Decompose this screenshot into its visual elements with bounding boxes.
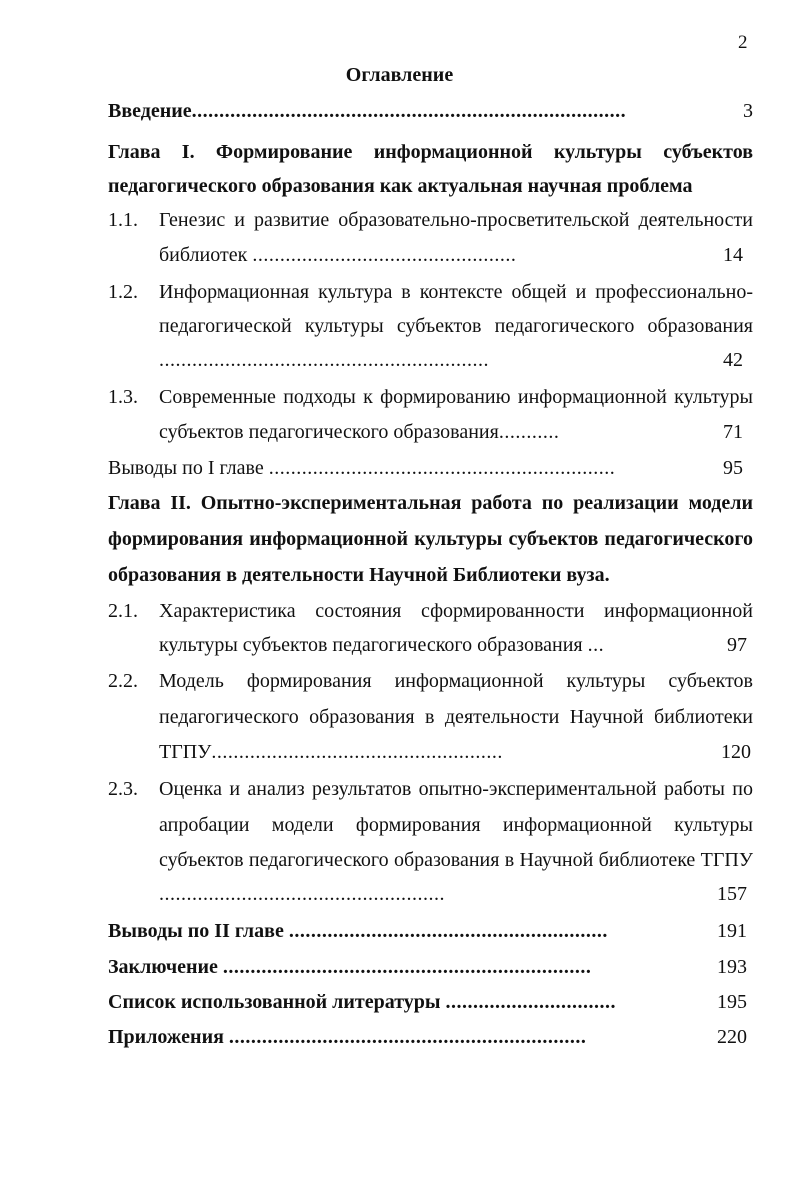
- section-number: 2.2.: [108, 670, 138, 692]
- toc-dots: ...................................................................: [222, 956, 592, 978]
- toc-dots: ..........................................................: [288, 920, 608, 942]
- toc-label: Введение: [108, 100, 192, 122]
- toc-page-ch2-conclusions: 191: [717, 920, 747, 942]
- section-number: 1.1.: [108, 209, 138, 231]
- toc-page-1-1: 14: [723, 244, 743, 266]
- toc-page-appendices: 220: [717, 1026, 747, 1048]
- toc-entry-ch1-conclusions[interactable]: Выводы по I главе ...............................................................: [108, 457, 616, 479]
- section-1-3-title-line-1[interactable]: Современные подходы к формированию информационной культуры: [159, 386, 753, 408]
- toc-dots: ...........: [498, 421, 560, 443]
- section-number: 2.3.: [108, 778, 138, 800]
- toc-dots: ................................................: [252, 244, 517, 266]
- toc-entry-conclusion[interactable]: Заключение ...................................................................: [108, 956, 592, 978]
- toc-page-1-2: 42: [723, 349, 743, 371]
- toc-entry-appendices[interactable]: Приложения .................................................................: [108, 1026, 587, 1048]
- toc-page-intro: 3: [743, 100, 753, 122]
- section-2-2-title-line-2[interactable]: педагогического образования в деятельности Научной библиотеки: [159, 706, 753, 728]
- chapter-1-heading-line-1[interactable]: Глава I. Формирование информационной культуры субъектов: [108, 141, 753, 163]
- section-1-1-title-line-1[interactable]: Генезис и развитие образовательно-просветительской деятельности: [159, 209, 753, 231]
- section-1-1-title-line-2[interactable]: библиотек ................................................: [159, 244, 517, 266]
- toc-dots: ...: [587, 634, 605, 656]
- section-number: 2.1.: [108, 600, 138, 622]
- toc-page-2-2: 120: [721, 741, 751, 763]
- toc-dots: ...............................: [445, 991, 616, 1013]
- toc-entry-references[interactable]: Список использованной литературы ...............................: [108, 991, 616, 1013]
- toc-page-2-1: 97: [727, 634, 747, 656]
- toc-entry-ch2-conclusions[interactable]: Выводы по II главе ..........................................................: [108, 920, 608, 942]
- toc-title: Оглавление: [345, 64, 454, 86]
- toc-page-references: 195: [717, 991, 747, 1013]
- section-2-3-title-line-3[interactable]: субъектов педагогического образования в Научной библиотеке ТГПУ: [159, 849, 753, 871]
- chapter-1-heading-line-2[interactable]: педагогического образования как актуальная научная проблема: [108, 175, 693, 197]
- toc-page-2-3: 157: [717, 883, 747, 905]
- toc-entry-intro[interactable]: [108, 99, 626, 123]
- section-number: 1.3.: [108, 386, 138, 408]
- section-2-2-title-line-3[interactable]: ТГПУ.....................................................: [159, 741, 503, 763]
- toc-dots: .....................................................: [211, 741, 503, 763]
- toc-dots: .................................................................: [228, 1026, 587, 1048]
- section-2-1-title-line-1[interactable]: Характеристика состояния сформированности информационной: [159, 600, 753, 622]
- toc-dots: ...............................................................: [268, 457, 616, 479]
- section-2-3-title-line-1[interactable]: Оценка и анализ результатов опытно-экспериментальной работы по: [159, 778, 753, 800]
- section-1-3-title-line-2[interactable]: субъектов педагогического образования...........: [159, 421, 560, 443]
- page-number: 2: [738, 32, 748, 53]
- section-2-3-title-line-2[interactable]: апробации модели формирования информационной культуры: [159, 814, 753, 836]
- toc-dots: ...............................................................................: [191, 100, 627, 122]
- chapter-2-heading-line-1[interactable]: Глава II. Опытно-экспериментальная работа по реализации модели: [108, 492, 753, 514]
- section-2-2-title-line-1[interactable]: Модель формирования информационной культуры субъектов: [159, 670, 753, 692]
- section-number: 1.2.: [108, 281, 138, 303]
- section-1-2-title-line-1[interactable]: Информационная культура в контексте общей и профессионально-: [159, 281, 753, 303]
- toc-dots: ....................................................: [159, 883, 445, 905]
- toc-page-1-3: 71: [723, 421, 743, 443]
- section-2-1-title-line-2[interactable]: культуры субъектов педагогического образования ...: [159, 634, 605, 656]
- section-1-2-title-line-2[interactable]: педагогической культуры субъектов педагогического образования: [159, 315, 753, 337]
- chapter-2-heading-line-2[interactable]: формирования информационной культуры субъектов педагогического: [108, 528, 753, 550]
- toc-page-conclusion: 193: [717, 956, 747, 978]
- toc-dots: ............................................................: [159, 349, 489, 371]
- toc-page-ch1-conclusions: 95: [723, 457, 743, 479]
- chapter-2-heading-line-3[interactable]: образования в деятельности Научной Библиотеки вуза.: [108, 564, 610, 586]
